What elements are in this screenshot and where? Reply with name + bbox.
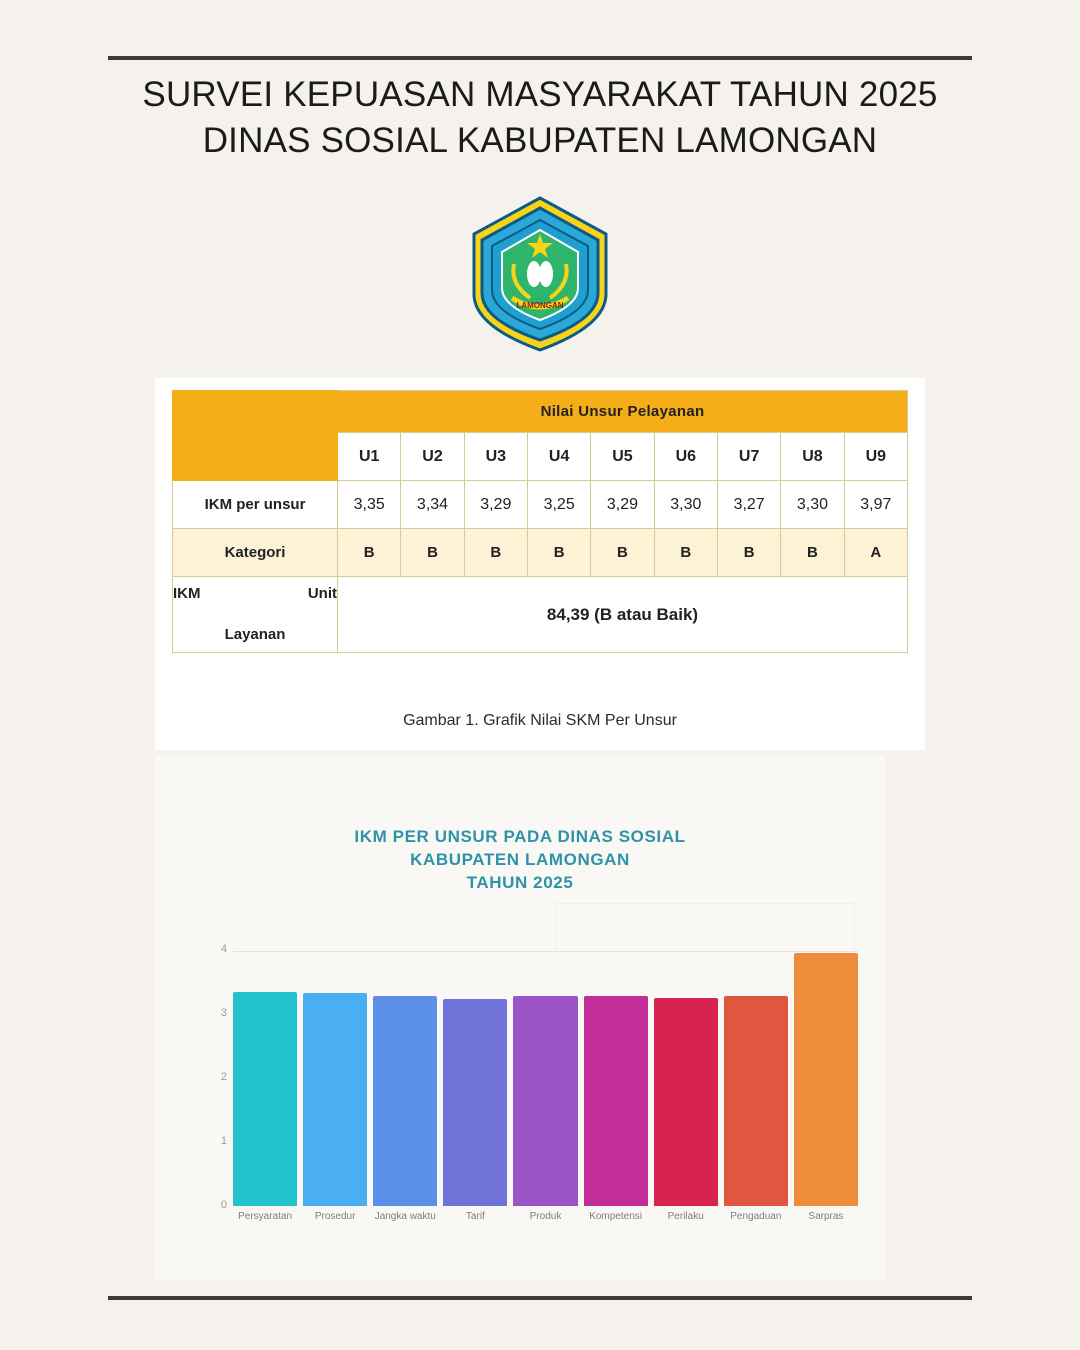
cell-ikm-u1: 3,35 bbox=[338, 481, 401, 529]
svg-text:LAMONGAN: LAMONGAN bbox=[516, 301, 564, 310]
chart-plot-area bbox=[233, 951, 858, 1206]
page-title-line2: DINAS SOSIAL KABUPATEN LAMONGAN bbox=[202, 121, 878, 160]
page-title-line1: SURVEI KEPUASAN MASYARAKAT TAHUN 2025 bbox=[142, 75, 938, 114]
skm-table bbox=[172, 390, 908, 653]
bar-sarpras bbox=[794, 953, 858, 1206]
ikm-label-word1: IKM bbox=[173, 585, 201, 602]
bar-jangka-waktu bbox=[373, 996, 437, 1206]
col-header-u7: U7 bbox=[717, 433, 780, 481]
cell-ikm-u8: 3,30 bbox=[781, 481, 844, 529]
table-row bbox=[173, 481, 908, 529]
bar-prosedur bbox=[303, 993, 367, 1206]
cell-ikm-u2: 3,34 bbox=[401, 481, 464, 529]
col-header-u4: U4 bbox=[527, 433, 590, 481]
col-header-u1: U1 bbox=[338, 433, 401, 481]
x-tick-produk: Produk bbox=[529, 1211, 562, 1222]
bottom-divider bbox=[108, 1296, 972, 1300]
figure-caption: Gambar 1. Grafik Nilai SKM Per Unsur bbox=[403, 712, 677, 729]
x-tick-jangka-waktu: Jangka waktu bbox=[374, 1211, 436, 1222]
bar-perilaku bbox=[654, 998, 718, 1206]
x-tick-tarif: Tarif bbox=[465, 1211, 485, 1222]
x-tick-sarpras: Sarpras bbox=[808, 1211, 844, 1222]
bar-tarif bbox=[443, 999, 507, 1206]
table-band-header: Nilai Unsur Pelayanan bbox=[338, 391, 908, 433]
x-tick-persyaratan: Persyaratan bbox=[238, 1211, 293, 1222]
y-tick-2: 2 bbox=[220, 1071, 227, 1083]
table-unit-header-row bbox=[173, 433, 908, 481]
cell-ikm-u3: 3,29 bbox=[464, 481, 527, 529]
col-header-u5: U5 bbox=[591, 433, 654, 481]
cell-kategori-u4: B bbox=[527, 529, 590, 577]
col-header-u2: U2 bbox=[401, 433, 464, 481]
cell-kategori-u8: B bbox=[781, 529, 844, 577]
skm-table-card bbox=[155, 378, 925, 750]
lamongan-emblem-icon bbox=[468, 194, 613, 354]
cell-kategori-u7: B bbox=[717, 529, 780, 577]
chart-title-line1: IKM PER UNSUR PADA DINAS SOSIAL bbox=[354, 827, 686, 846]
ikm-label-word2: Unit bbox=[307, 585, 337, 602]
cell-kategori-u5: B bbox=[591, 529, 654, 577]
bar-kompetensi bbox=[584, 996, 648, 1206]
chart-card bbox=[155, 755, 885, 1280]
cell-ikm-u4: 3,25 bbox=[527, 481, 590, 529]
row-label-ikm-per-unsur: IKM per unsur bbox=[173, 481, 338, 529]
cell-kategori-u3: B bbox=[464, 529, 527, 577]
table-corner-cell bbox=[173, 391, 338, 433]
cell-ikm-u9: 3,97 bbox=[844, 481, 907, 529]
cell-ikm-u6: 3,30 bbox=[654, 481, 717, 529]
table-row bbox=[173, 529, 908, 577]
bar-produk bbox=[513, 996, 577, 1206]
bar-pengaduan bbox=[724, 996, 788, 1206]
table-band-row bbox=[173, 391, 908, 433]
bar-persyaratan bbox=[233, 992, 297, 1206]
y-tick-1: 1 bbox=[220, 1135, 227, 1147]
cell-kategori-u9: A bbox=[844, 529, 907, 577]
x-tick-prosedur: Prosedur bbox=[314, 1211, 356, 1222]
col-header-u6: U6 bbox=[654, 433, 717, 481]
col-header-u9: U9 bbox=[844, 433, 907, 481]
row-label-kategori: Kategori bbox=[173, 529, 338, 577]
cell-ikm-unit-layanan-value: 84,39 (B atau Baik) bbox=[338, 577, 908, 653]
cell-kategori-u1: B bbox=[338, 529, 401, 577]
chart-title bbox=[155, 825, 885, 894]
chart-title-line3: TAHUN 2025 bbox=[466, 873, 574, 892]
y-tick-4: 4 bbox=[220, 943, 227, 955]
ikm-label-word3: Layanan bbox=[224, 626, 286, 643]
chart-x-axis bbox=[233, 1211, 858, 1222]
chart-plot-frame bbox=[555, 903, 855, 953]
table-corner-cell-2 bbox=[173, 433, 338, 481]
y-tick-0: 0 bbox=[220, 1199, 227, 1211]
cell-ikm-u5: 3,29 bbox=[591, 481, 654, 529]
table-summary-row bbox=[173, 577, 908, 653]
col-header-u3: U3 bbox=[464, 433, 527, 481]
cell-kategori-u2: B bbox=[401, 529, 464, 577]
chart-bars bbox=[233, 951, 858, 1206]
x-tick-perilaku: Perilaku bbox=[667, 1211, 704, 1222]
y-tick-3: 3 bbox=[220, 1007, 227, 1019]
cell-kategori-u6: B bbox=[654, 529, 717, 577]
x-tick-kompetensi: Kompetensi bbox=[589, 1211, 642, 1222]
top-divider bbox=[108, 56, 972, 60]
x-tick-pengaduan: Pengaduan bbox=[730, 1211, 782, 1222]
row-label-ikm-unit-layanan bbox=[173, 577, 338, 653]
page-title bbox=[60, 72, 1020, 164]
col-header-u8: U8 bbox=[781, 433, 844, 481]
chart-y-axis bbox=[193, 943, 227, 1215]
chart-title-line2: KABUPATEN LAMONGAN bbox=[410, 850, 630, 869]
cell-ikm-u7: 3,27 bbox=[717, 481, 780, 529]
